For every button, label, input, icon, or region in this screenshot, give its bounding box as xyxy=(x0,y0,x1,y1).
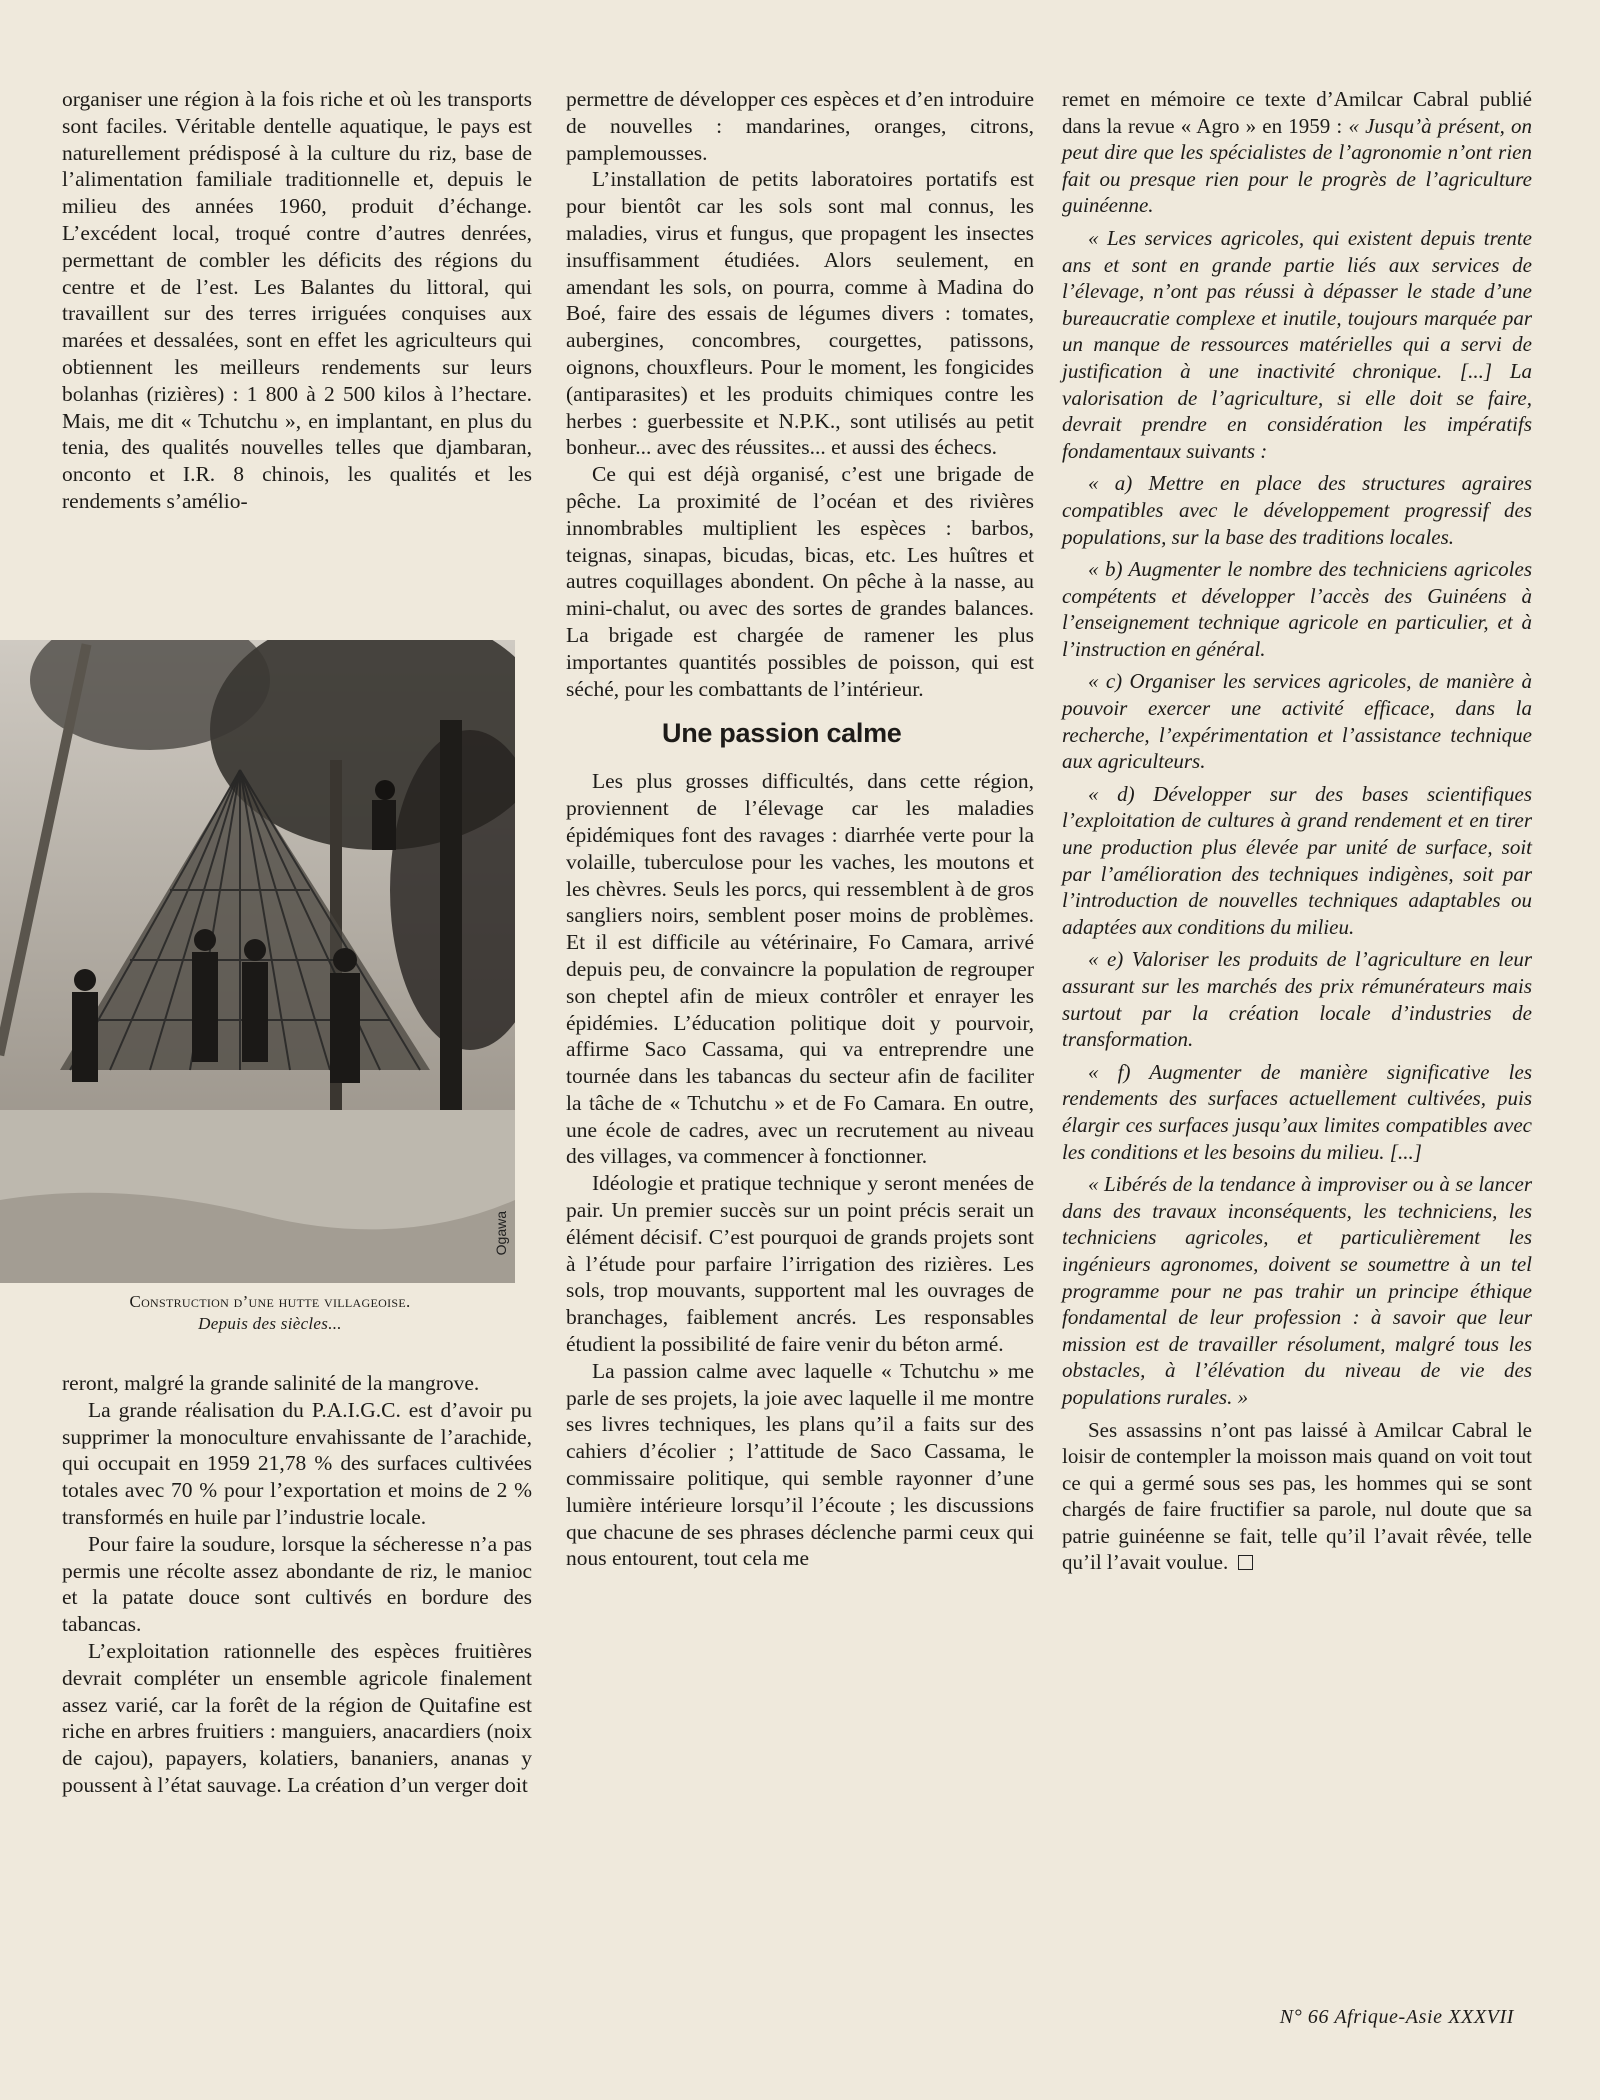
paragraph: L’exploitation rationnelle des espèces fruitières devrait compléter un ensemble agricole finalement assez varié, car la forêt de la région de Quitafine est riche en arbres fruitiers : manguiers, anacardiers (noix de cajou), papayers, kolatiers, bananiers, ananas y poussent à l’état sauvage. La création d’un verger doit xyxy=(62,1638,532,1797)
end-of-article-mark xyxy=(1238,1555,1253,1570)
quote-paragraph: « c) Organiser les services agricoles, de manière à pouvoir exercer une activité efficace, dans la recherche, l’expérimentation et l’assistance technique aux agriculteurs. xyxy=(1062,669,1532,774)
paragraph: Les plus grosses difficultés, dans cette région, proviennent de l’élevage car les maladies épidémiques font des ravages : diarrhée verte pour la volaille, tuberculose pour les vaches, les moutons et les chèvres. Seuls les porcs, qui ressemblent à de gros sangliers noirs, semblent poser moins de problèmes. Et il est difficile au vétérinaire, Fo Camara, arrivé depuis peu, de convaincre la population de regrouper son cheptel afin de mieux contrôler et enrayer les épidémies. L’éducation politique doit y pourvoir, affirme Saco Cassama, qui va entreprendre une tournée dans les tabancas du secteur afin de faciliter la tâche de « Tchutchu » et de Fo Camara. En outre, une école de cadres, avec un recrutement au niveau des villages, va commencer à fonctionner. xyxy=(566,769,1034,1169)
paragraph: organiser une région à la fois riche et où les transports sont faciles. Véritable dentelle aquatique, le pays est naturellement prédisposé à la culture du riz, base de l’alimentation familiale traditionnelle et, depuis le milieu des années 1960, produit d’échange. L’excédent local, troqué contre d’autres denrées, permettant de combler les déficits des régions du centre et de l’est. Les Balantes du littoral, qui travaillent sur des terres irriguées conquises aux marées et dessalées, sont en effet les agriculteurs qui obtiennent les meilleurs rendements sur leurs bolanhas (rizières) : 1 800 à 2 500 kilos à l’hectare. Mais, me dit « Tchutchu », en implantant, en plus du tenia, des qualités nouvelles telles que djambaran, onconto et I.R. 8 chinois, les qualités et les rendements s’amélio- xyxy=(62,87,532,513)
closing-text: Ses assassins n’ont pas laissé à Amilcar Cabral le loisir de contempler la moisson mais quand on voit tout ce qui a germé sous ses pas, les hommes qui se sont chargés de faire fructifier sa parole, nul doute que sa patrie guinéenne se fait, telle qu’il l’avait rêvée, telle qu’il l’avait voulue. xyxy=(1062,1417,1532,1575)
paragraph: La passion calme avec laquelle « Tchutchu » me parle de ses projets, la joie avec laquelle il me montre ses livres techniques, les plans qu’il a faits sur des cahiers d’écolier ; l’attitude de Saco Cassama, le commissaire politique, qui semble rayonner d’une lumière intérieure lorsqu’il l’écoute ; les discussions que chacune de ses phrases déclenche parmi ceux qui nous entourent, tout cela me xyxy=(566,1358,1034,1571)
caption-title: Construction d’une hutte villageoise. xyxy=(129,1292,411,1311)
intro-text: remet en mémoire ce texte d’Amilcar Cabral publié dans la revue « Agro » en 1959 : xyxy=(1062,87,1532,138)
quote-paragraph: « e) Valoriser les produits de l’agriculture en leur assurant sur les marchés des prix rémunérateurs mais surtout par la création locale d’industries de transformation. xyxy=(1062,947,1532,1052)
paragraph: L’installation de petits laboratoires portatifs est pour bientôt car les sols sont mal connus, les maladies, virus et fungus, que propagent les insectes insuffisamment étudiées. Alors seulement, en amendant les sols, on pourra, comme à Madina do Boé, faire des essais de légumes divers : tomates, aubergines, concombres, courgettes, patissons, oignons, chouxfleurs. Pour le moment, les fongicides (antiparasites) et les produits chimiques contre les herbes : guerbessite et N.P.K., sont utilisés au petit bonheur... avec des réussites... et aussi des échecs. xyxy=(566,167,1034,460)
quote-paragraph: « a) Mettre en place des structures agraires compatibles avec le développement progressif des populations, sur la base des traditions locales. xyxy=(1062,471,1532,549)
quote-paragraph: « f) Augmenter de manière significative les rendements des surfaces actuellement cultivées, puis élargir ces surfaces jusqu’aux limites compatibles avec les conditions et les besoins du milieu. [...] xyxy=(1062,1059,1532,1164)
column-1-top xyxy=(62,86,532,515)
quote-paragraph: « Les services agricoles, qui existent depuis trente ans et sont en grande partie liés aux services de l’élevage, n’ont pas réussi à dépasser le stade d’une bureaucratie complexe et inutile, toujours marquée par un manque de ressources matérielles qui a servi de justification à une inactivité chronique. [...] La valorisation de l’agriculture, si elle doit se faire, devrait prendre en considération les impératifs fondamentaux suivants : xyxy=(1062,225,1532,463)
column-1-bottom xyxy=(62,1370,532,1799)
photo-credit: Ogawa xyxy=(493,1210,509,1255)
quote-paragraph: « Libérés de la tendance à improviser ou à se lancer dans des travaux inconséquents, les techniciens, les techniciens agricoles, et particulièrement les ingénieurs agronomes, doivent se soumettre à un tel programme pour ne pas trahir un principe éthique fondamental de leur profession : à savoir que leur mission est de travailler résolument, malgré tous les obstacles, à l’élévation du niveau de vie des populations rurales. » xyxy=(1062,1172,1532,1409)
cabral-quote-intro xyxy=(1062,86,1532,219)
quote-paragraph: « b) Augmenter le nombre des techniciens agricoles compétents et développer l’accès des Guinéens à l’enseignement technique agricole en particulier, et à l’instruction en général. xyxy=(1062,557,1532,661)
photo-caption xyxy=(0,1291,520,1335)
caption-subtitle: Depuis des siècles... xyxy=(198,1314,342,1333)
paragraph: Idéologie et pratique technique y seront menées de pair. Un premier succès sur un point précis serait un élément décisif. C’est pourquoi de grands projets sont à l’étude pour parfaire l’irrigation des rizières. Les sols, trop mouvants, supportent mal les ouvrages de branchages, faiblement ancrés. Les responsables étudient la possibilité de faire venir du béton armé. xyxy=(566,1171,1034,1357)
paragraph: La grande réalisation du P.A.I.G.C. est d’avoir pu supprimer la monoculture envahissante de l’arachide, qui occupait en 1959 21,78 % des surfaces cultivées totales avec 70 % pour l’exportation et moins de 2 % transformés en huile par l’industrie locale. xyxy=(62,1397,532,1529)
intro-quote: « Jusqu’à présent, on peut dire que les spécialistes de l’agronomie n’ont rien fait ou presque rien pour le progrès de l’agriculture guinéenne. xyxy=(1062,113,1532,218)
section-subheading: Une passion calme xyxy=(662,718,902,749)
paragraph: Ce qui est déjà organisé, c’est une brigade de pêche. La proximité de l’océan et des rivières innombrables multiplient les espèces : barbos, teignas, sinapas, bicudas, bicas, etc. Les huîtres et autres coquillages abondent. On pêche à la nasse, au mini-chalut, ou avec des sortes de grandes balances. La brigade est chargée de ramener les plus importantes quantités possibles de poisson, qui est séché, pour les combattants de l’intérieur. xyxy=(566,462,1034,701)
photo-block xyxy=(0,640,520,1335)
column-3 xyxy=(1062,86,1532,1576)
quote-paragraph: « d) Développer sur des bases scientifiques l’exploitation de cultures à grand rendement et en tirer une production plus élevée par unité de surface, soit par l’amélioration des techniques indigènes, soit par l’introduction de nouvelles techniques adaptables ou adaptées aux conditions du milieu. xyxy=(1062,781,1532,939)
paragraph: reront, malgré la grande salinité de la mangrove. xyxy=(62,1371,480,1395)
page-footer: N° 66 Afrique-Asie XXXVII xyxy=(1279,2006,1514,2028)
paragraph: permettre de développer ces espèces et d’en introduire de nouvelles : mandarines, oranges, citrons, pamplemousses. xyxy=(566,87,1034,165)
hut-construction-photo xyxy=(0,640,515,1283)
closing-paragraph xyxy=(1062,1417,1532,1577)
photo-illustration xyxy=(0,640,515,1283)
column-2 xyxy=(566,86,1034,1572)
paragraph: Pour faire la soudure, lorsque la sécheresse n’a pas permis une récolte assez abondante de riz, le manioc et la patate douce sont cultivés en bordure des tabancas. xyxy=(62,1531,532,1637)
